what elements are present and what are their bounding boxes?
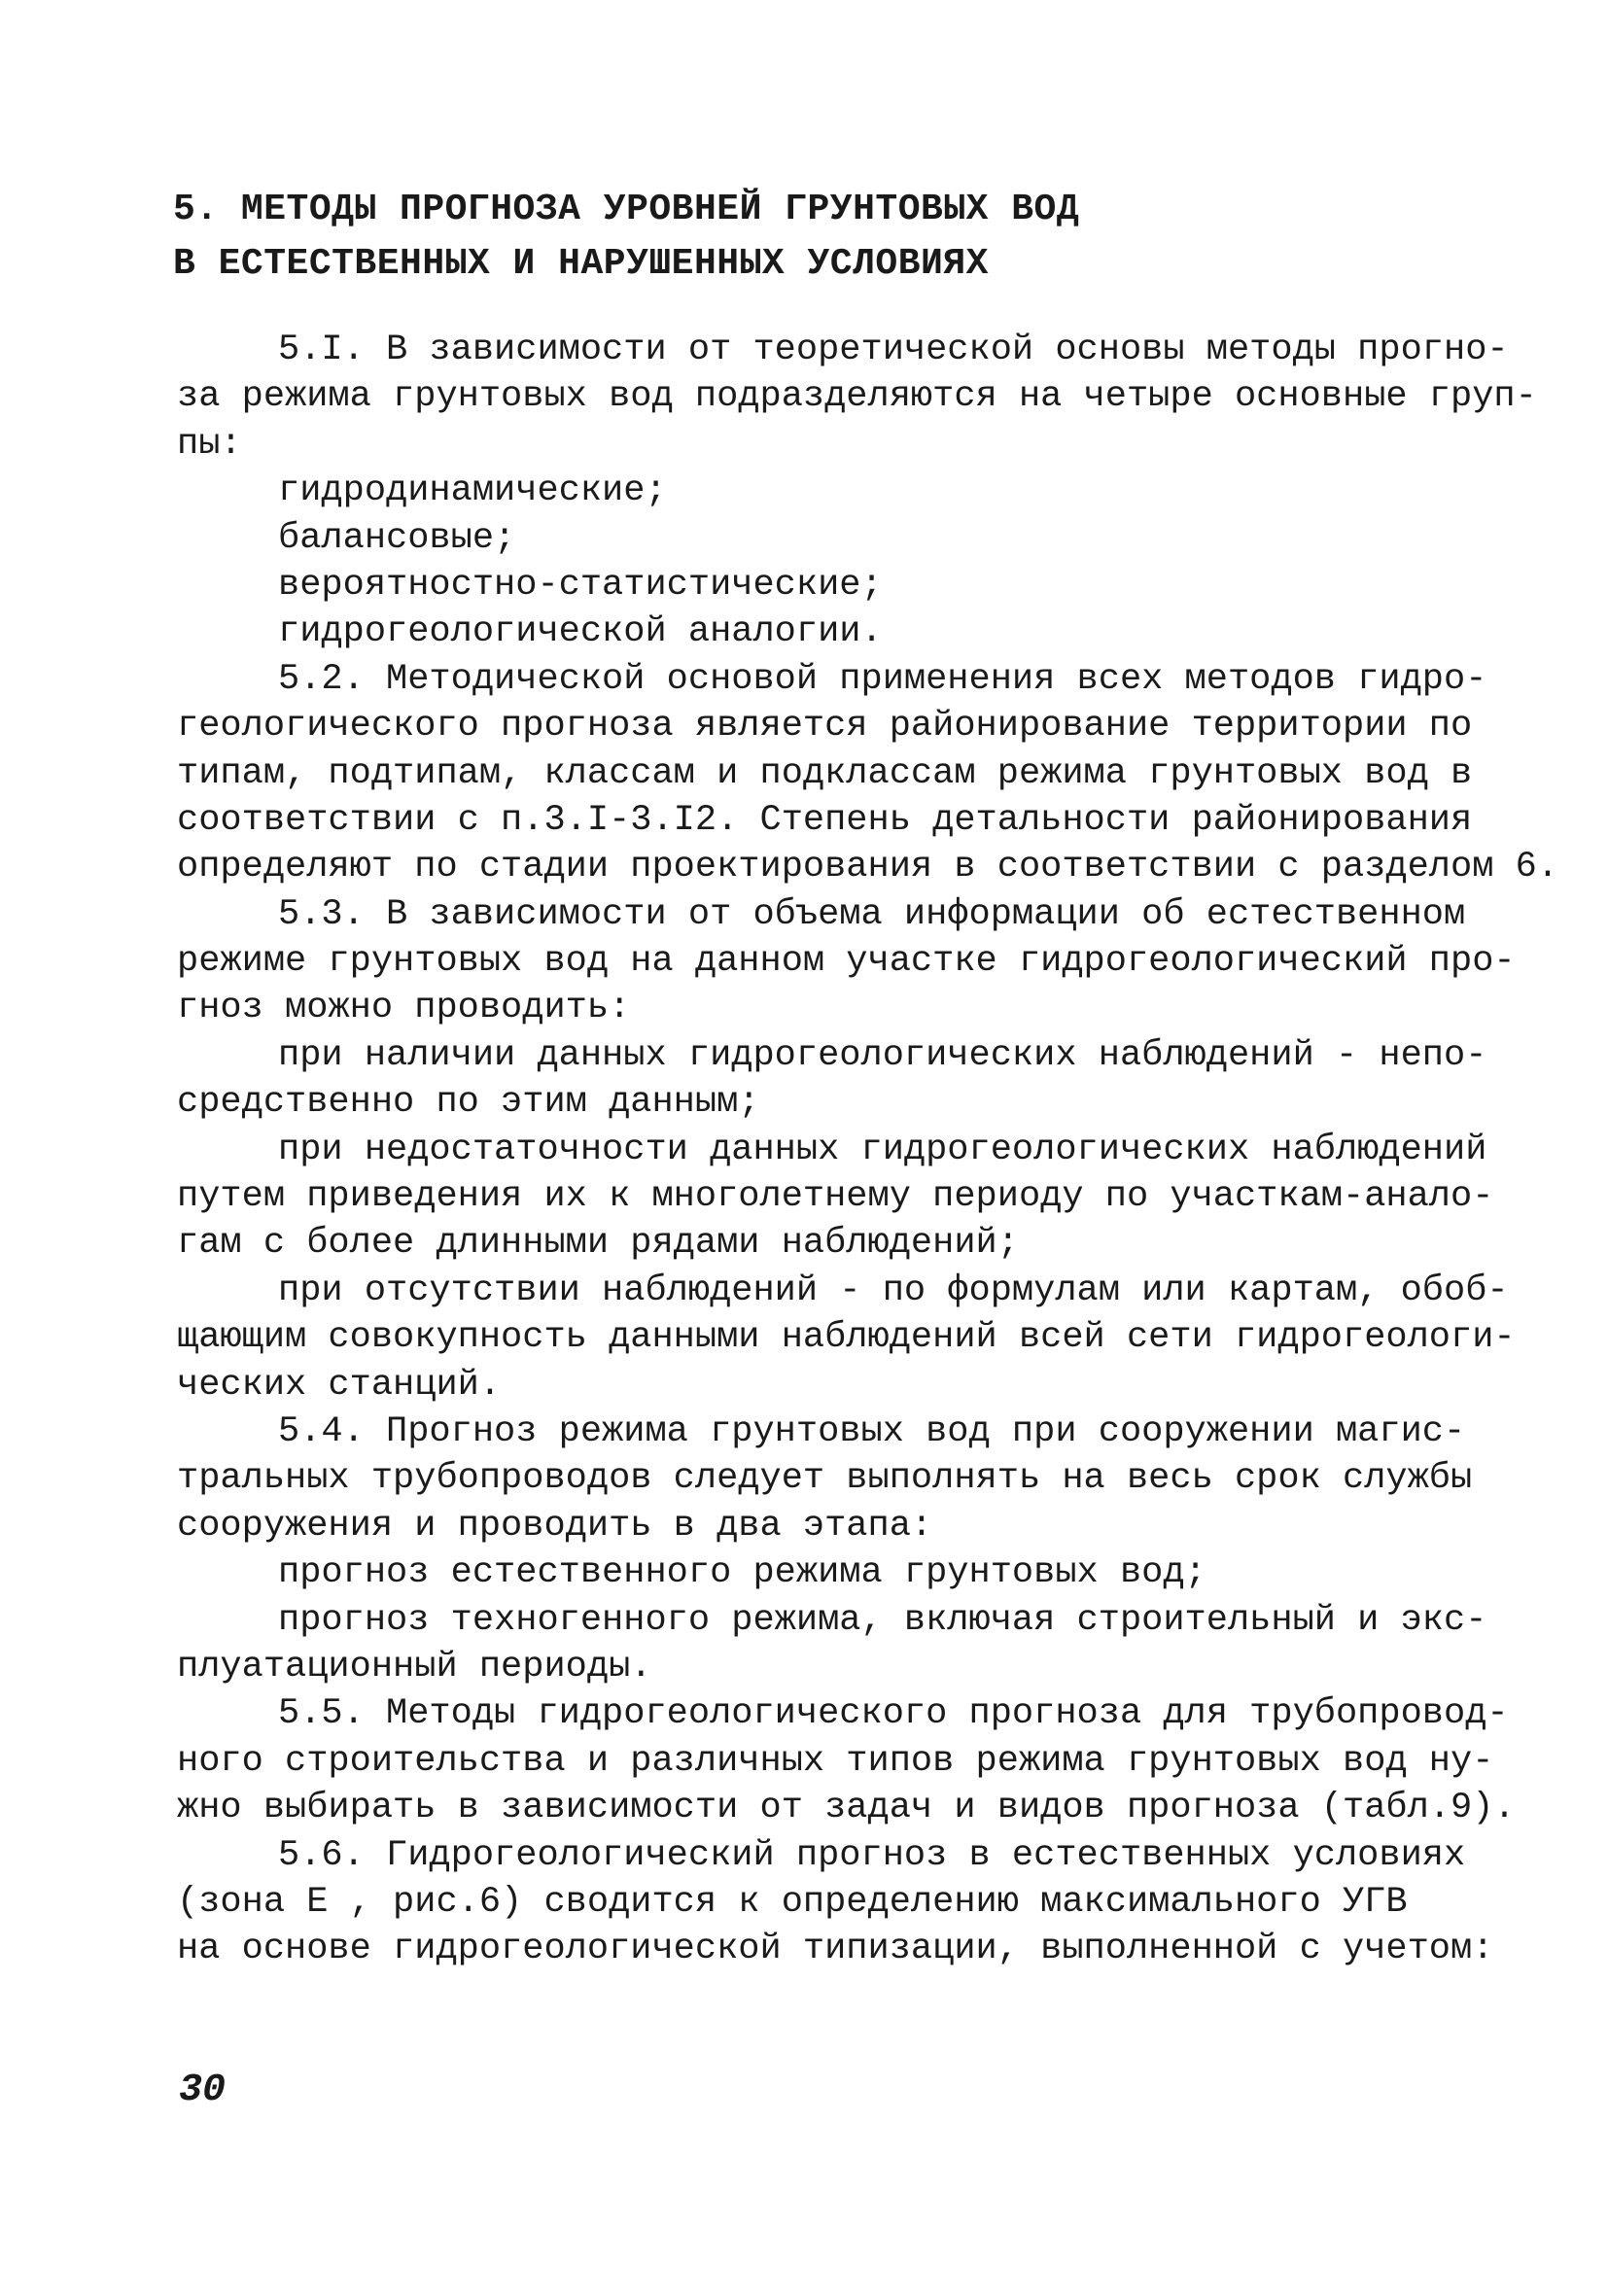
paragraph-5-3-line: при недостаточности данных гидрогеологических наблюдений — [278, 1129, 1487, 1170]
paragraph-5-4-line: тральных трубопроводов следует выполнять на весь срок службы — [177, 1458, 1473, 1500]
paragraph-5-1-line: за режима грунтовых вод подразделяются на четыре основные груп- — [177, 376, 1537, 418]
paragraph-5-2-line: определяют по стадии проектирования в соответствии с разделом 6. — [177, 847, 1559, 888]
page-number: 30 — [179, 2069, 227, 2112]
paragraph-5-5-line: ного строительства и различных типов режима грунтовых вод ну- — [177, 1740, 1494, 1782]
list-item: гидродинамические; — [278, 470, 667, 512]
paragraph-5-3-line: режиме грунтовых вод на данном участке гидрогеологический про- — [177, 941, 1516, 983]
paragraph-5-5-line: 5.5. Методы гидрогеологического прогноза для трубопровод- — [278, 1693, 1509, 1735]
list-item: вероятностно-статистические; — [278, 564, 883, 606]
paragraph-5-1-line: пы: — [177, 423, 242, 465]
paragraph-5-3-line: 5.3. В зависимости от объема информации об естественном — [278, 893, 1466, 935]
paragraph-5-3-line: при отсутствии наблюдений - по формулам или картам, обоб- — [278, 1270, 1509, 1311]
paragraph-5-4-line: прогноз естественного режима грунтовых вод; — [278, 1552, 1206, 1594]
paragraph-5-3-line: при наличии данных гидрогеологических наблюдений - непо- — [278, 1034, 1487, 1076]
section-heading-line-1: 5. МЕТОДЫ ПРОГНОЗА УРОВНЕЙ ГРУНТОВЫХ ВОД — [173, 189, 1080, 230]
section-heading-line-2: В ЕСТЕСТВЕННЫХ И НАРУШЕННЫХ УСЛОВИЯХ — [173, 243, 989, 285]
paragraph-5-3-line: гноз можно проводить: — [177, 988, 631, 1029]
paragraph-5-4-line: 5.4. Прогноз режима грунтовых вод при сооружении магис- — [278, 1410, 1466, 1452]
paragraph-5-5-line: жно выбирать в зависимости от задач и видов прогноза (табл.9). — [177, 1788, 1516, 1829]
paragraph-5-2-line: соответствии с п.3.I-3.I2. Степень детальности районирования — [177, 799, 1473, 841]
paragraph-5-6-line: 5.6. Гидрогеологический прогноз в естественных условиях — [278, 1834, 1466, 1876]
paragraph-5-4-line: плуатационный периоды. — [177, 1646, 652, 1687]
paragraph-5-2-line: 5.2. Методической основой применения всех методов гидро- — [278, 658, 1487, 700]
paragraph-5-3-line: гам с более длинными рядами наблюдений; — [177, 1223, 1019, 1265]
paragraph-5-3-line: ческих станций. — [177, 1364, 502, 1406]
paragraph-5-3-line: средственно по этим данным; — [177, 1082, 760, 1124]
paragraph-5-2-line: типам, подтипам, классам и подклассам режима грунтовых вод в — [177, 752, 1473, 794]
list-item: балансовые; — [278, 517, 516, 559]
paragraph-5-2-line: геологического прогноза является районирование территории по — [177, 706, 1473, 748]
paragraph-5-3-line: путем приведения их к многолетнему периоду по участкам-анало- — [177, 1176, 1494, 1218]
list-item: гидрогеологической аналогии. — [278, 611, 883, 653]
paragraph-5-1-line: 5.I. В зависимости от теоретической основы методы прогно- — [278, 330, 1509, 370]
paragraph-5-4-line: прогноз техногенного режима, включая строительный и экс- — [278, 1599, 1487, 1641]
section-heading — [173, 183, 1437, 292]
paragraph-5-4-line: сооружения и проводить в два этапа: — [177, 1505, 933, 1547]
paragraph-5-6-line: (зона Е , рис.6) сводится к определению максимального УГВ — [177, 1881, 1408, 1923]
body-text — [177, 327, 1559, 1973]
paragraph-5-6-line: на основе гидрогеологической типизации, выполненной с учетом: — [177, 1929, 1494, 1970]
paragraph-5-3-line: щающим совокупность данными наблюдений всей сети гидрогеологи- — [177, 1317, 1516, 1359]
